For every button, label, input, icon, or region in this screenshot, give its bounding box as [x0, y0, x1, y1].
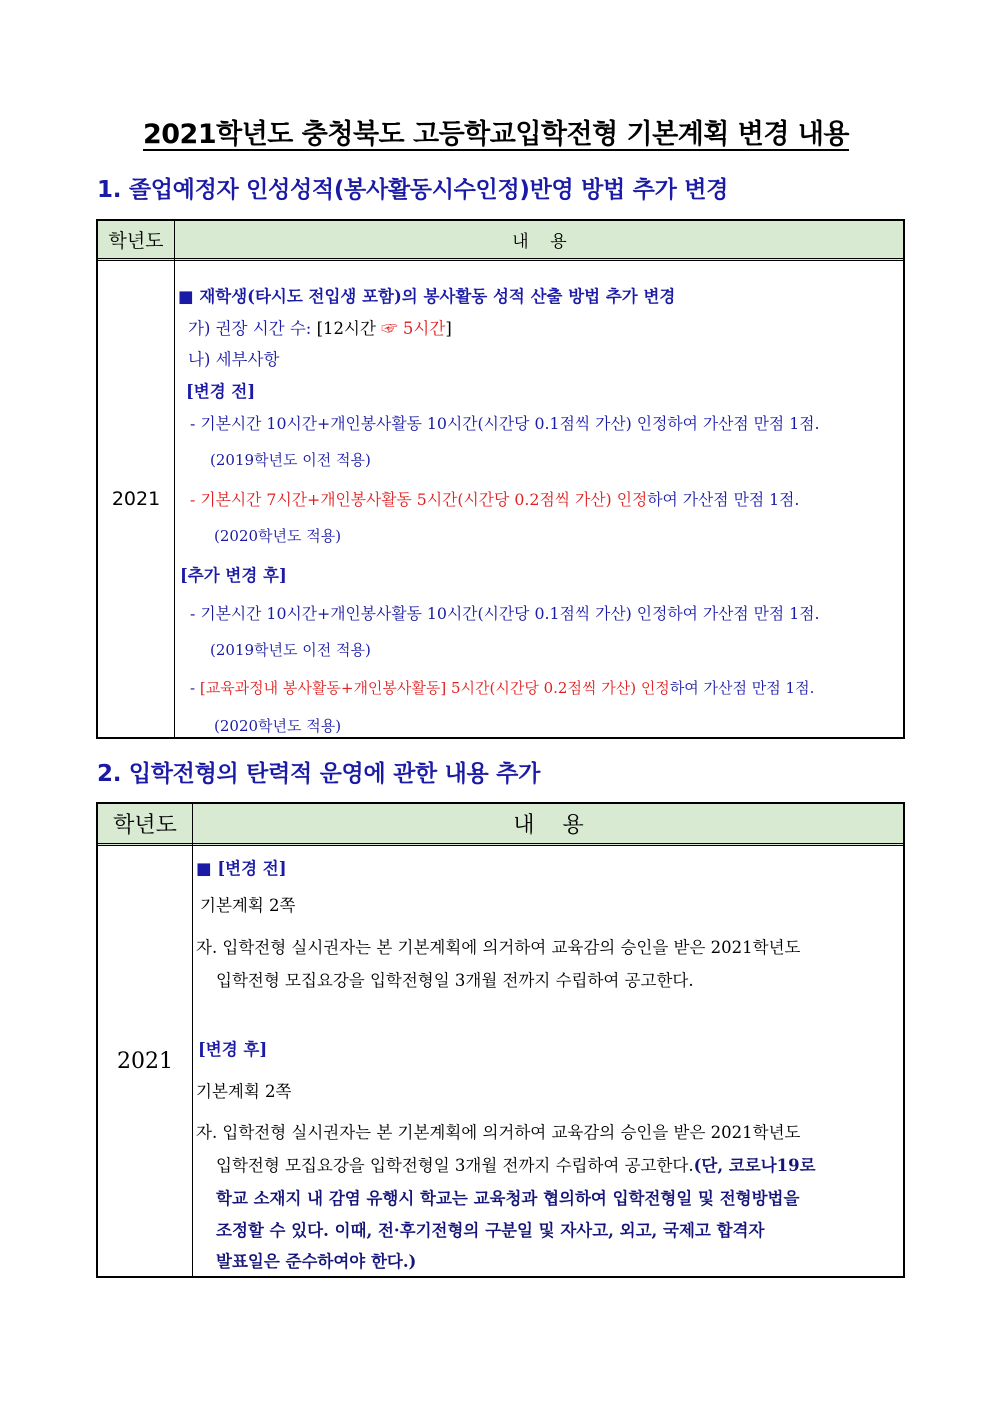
list-item: 자. 입학전형 실시권자는 본 기본계획에 의거하여 교육감의 승인을 받은 2021학년도	[196, 938, 801, 957]
list-item: (2020학년도 적용)	[214, 717, 342, 735]
list-item: 조정할 수 있다. 이때, 전·후기전형의 구분일 및 자사고, 외고, 국제고 합격자	[216, 1221, 765, 1240]
list-item: - 기본시간 10시간+개인봉사활동 10시간(시간당 0.1점씩 가산) 인정하여 가산점 만점 1점.	[190, 414, 820, 433]
list-item: (2019학년도 이전 적용)	[210, 641, 371, 659]
header-content: 내 용	[513, 813, 584, 838]
list-item: [추가 변경 후]	[180, 566, 287, 585]
list-item: 입학전형 모집요강을 입학전형일 3개월 전까지 수립하여 공고한다.(단, 코로나19로	[216, 1156, 816, 1175]
table-header	[98, 221, 903, 261]
column-divider	[174, 221, 175, 737]
section1-heading: 1. 졸업예정자 인성성적(봉사활동시수인정)반영 방법 추가 변경	[97, 177, 729, 203]
list-item: (2019학년도 이전 적용)	[210, 451, 371, 469]
page-title: 2021학년도 충청북도 고등학교입학전형 기본계획 변경 내용	[142, 119, 850, 150]
section2-table	[96, 802, 905, 1278]
list-item: 입학전형 모집요강을 입학전형일 3개월 전까지 수립하여 공고한다.	[216, 971, 694, 990]
list-item: 기본계획 2쪽	[196, 1082, 292, 1101]
list-item: [변경 후]	[198, 1040, 268, 1059]
column-divider	[192, 804, 193, 1276]
list-item: 발표일은 준수하여야 한다.)	[216, 1252, 417, 1271]
year-cell: 2021	[111, 488, 161, 510]
table-header	[98, 804, 903, 846]
list-item: - 기본시간 7시간+개인봉사활동 5시간(시간당 0.2점씩 가산) 인정하여 가산점 만점 1점.	[190, 490, 800, 509]
header-year: 학년도	[108, 230, 164, 252]
header-year: 학년도	[113, 813, 177, 838]
list-item: 자. 입학전형 실시권자는 본 기본계획에 의거하여 교육감의 승인을 받은 2021학년도	[196, 1123, 801, 1142]
list-item: 기본계획 2쪽	[200, 896, 296, 915]
header-content: 내 용	[512, 232, 567, 252]
list-item: ■ [변경 전]	[196, 859, 287, 878]
year-cell: 2021	[117, 1048, 173, 1074]
list-item: 학교 소재지 내 감염 유행시 학교는 교육청과 협의하여 입학전형일 및 전형방법을	[216, 1189, 800, 1208]
list-item: ■ 재학생(타시도 전입생 포함)의 봉사활동 성적 산출 방법 추가 변경	[178, 287, 676, 306]
section1-table	[96, 219, 905, 739]
section2-heading: 2. 입학전형의 탄력적 운영에 관한 내용 추가	[97, 761, 540, 787]
list-item: - [교육과정내 봉사활동+개인봉사활동] 5시간(시간당 0.2점씩 가산) 인정하여 가산점 만점 1점.	[190, 679, 815, 697]
list-item: - 기본시간 10시간+개인봉사활동 10시간(시간당 0.1점씩 가산) 인정하여 가산점 만점 1점.	[190, 604, 820, 623]
list-item: (2020학년도 적용)	[214, 527, 342, 545]
list-item: [변경 전]	[186, 382, 256, 401]
list-item: 나) 세부사항	[188, 350, 280, 369]
list-item: 가) 권장 시간 수: [12시간 ☞ 5시간]	[188, 319, 452, 338]
